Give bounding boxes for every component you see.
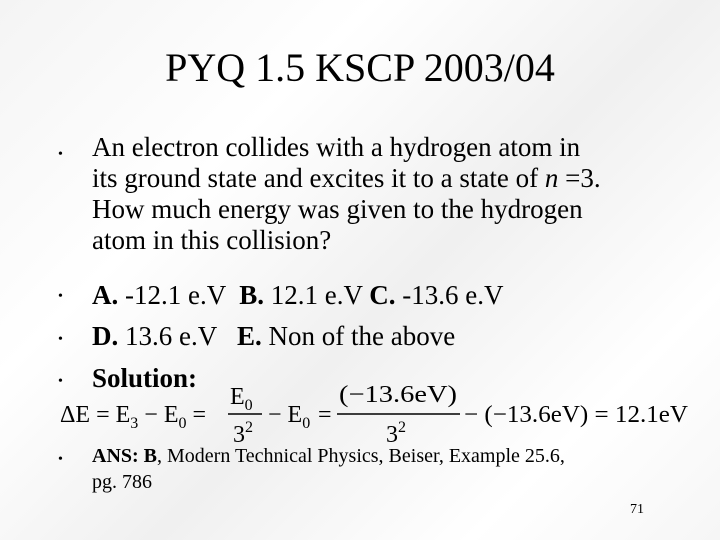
eq-sub-0: 0: [178, 415, 187, 432]
option-a-label: A.: [92, 280, 119, 310]
bullet: •: [58, 332, 63, 347]
bullet: •: [58, 147, 63, 162]
option-e-label: E.: [237, 321, 262, 351]
eq-equals: =: [186, 402, 207, 428]
bullet: •: [58, 374, 63, 389]
answer-line-2: pg. 786: [92, 471, 152, 493]
eq-minus-e0-sub: 0: [302, 415, 311, 432]
options-row-2: [92, 321, 712, 352]
frac1-numerator: E: [230, 384, 245, 410]
eq-minus-e0: − E: [268, 402, 303, 428]
bullet: •: [58, 452, 63, 467]
eq-sub-3: 3: [130, 415, 139, 432]
question-line-1: An electron collides with a hydrogen atom in: [92, 132, 581, 162]
eq-minus: − E: [138, 402, 179, 428]
option-d-value: 13.6 e.V: [118, 321, 237, 351]
question-line-3: How much energy was given to the hydrogen: [92, 194, 583, 224]
frac1-denominator: 3: [233, 422, 245, 447]
option-c-label: C.: [369, 280, 396, 310]
option-b-label: B.: [239, 280, 265, 310]
option-b-value: 12.1 e.V: [264, 280, 370, 310]
frac2-numerator: (−13.6eV): [339, 382, 457, 408]
answer-line-1: , Modern Technical Physics, Beiser, Example 25.6,: [157, 445, 565, 467]
question-line-2-post: =3.: [558, 163, 601, 193]
frac1-numerator-sub: 0: [244, 397, 253, 414]
bullet: •: [58, 289, 63, 304]
options-row-1: [92, 280, 712, 311]
option-a-value: -12.1 e.V: [118, 280, 240, 310]
question-variable-n: n: [544, 163, 559, 193]
option-e-value: Non of the above: [261, 321, 456, 351]
question-line-2-pre: its ground state and excites it to a state of: [92, 163, 545, 193]
option-d-label: D.: [92, 321, 119, 351]
question-line-4: atom in this collision?: [92, 225, 332, 255]
slide-title: PYQ 1.5 KSCP 2003/04: [165, 45, 555, 90]
svg-text:E0: [230, 384, 253, 414]
question-line-2: [92, 163, 712, 194]
question-text: [92, 132, 712, 256]
svg-text:ΔE = E3 − E0 =: [60, 402, 206, 432]
solution-equation: [56, 375, 696, 447]
svg-text:− E0: [268, 402, 310, 432]
frac1-denominator-sup: 2: [245, 419, 253, 436]
eq-equals-2: =: [318, 402, 332, 428]
solution-label: Solution:: [92, 363, 198, 393]
frac2-denominator: 3: [386, 422, 398, 447]
option-c-value: -13.6 e.V: [395, 280, 504, 310]
page-number: 71: [630, 502, 644, 517]
eq-lhs: ΔE = E: [60, 402, 131, 428]
eq-tail: − (−13.6eV) = 12.1eV: [464, 402, 689, 428]
answer-text: [92, 443, 692, 495]
frac2-denominator-sup: 2: [398, 419, 406, 436]
answer-label: ANS: B: [92, 445, 158, 467]
